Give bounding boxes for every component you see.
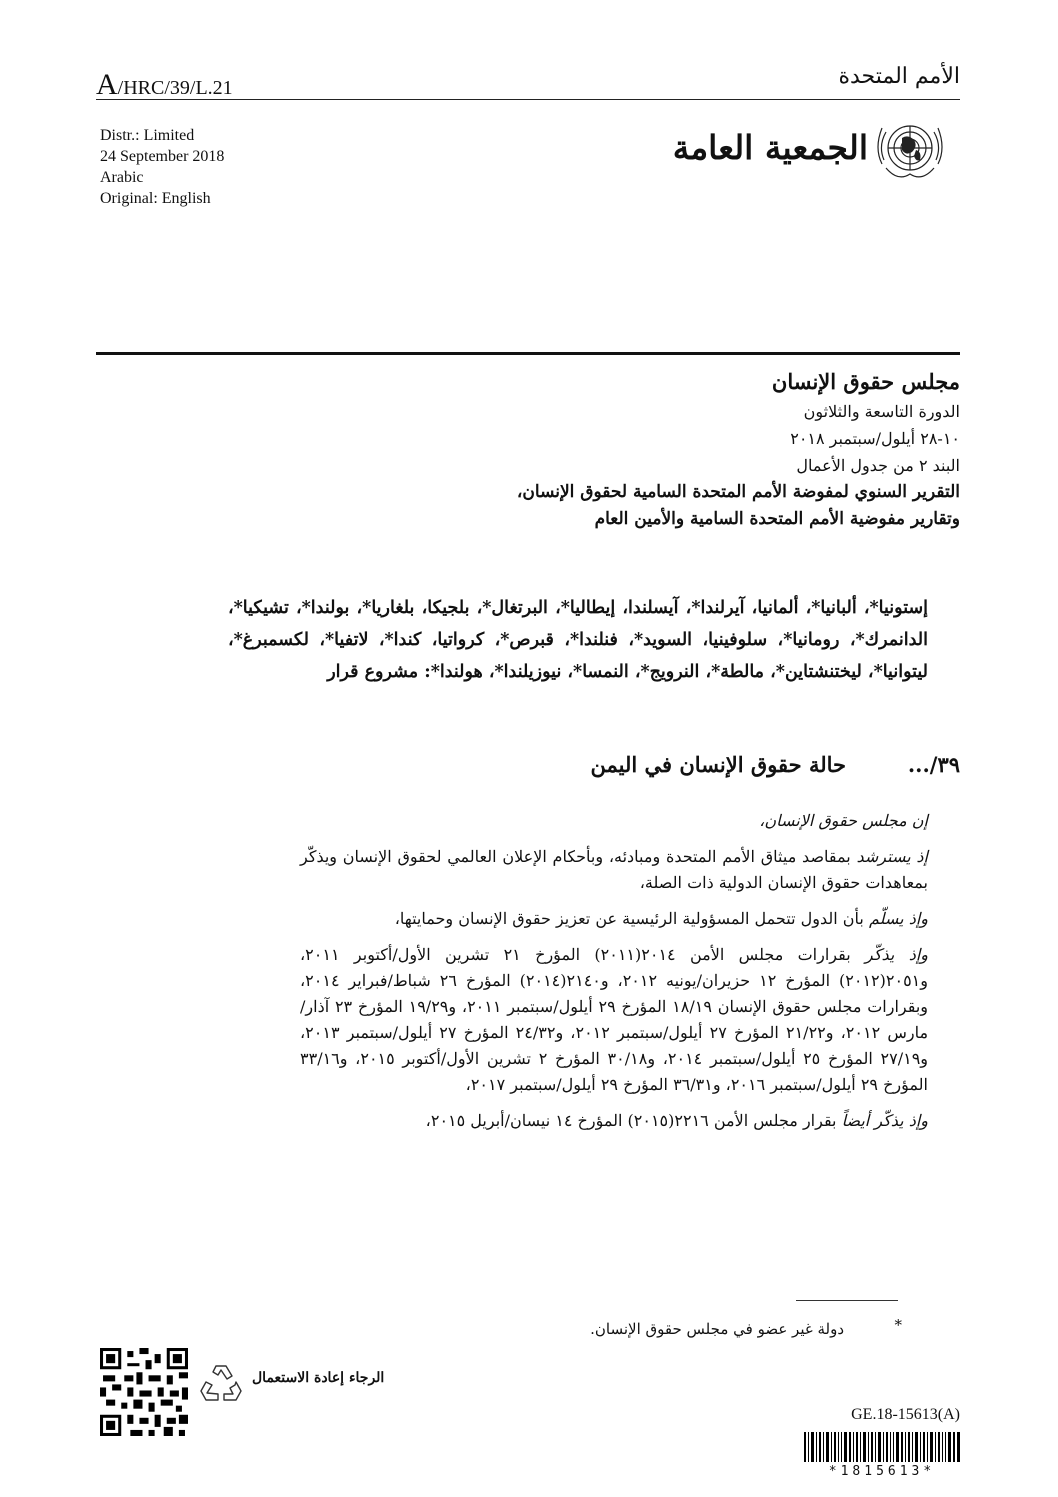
preamble-paragraph	[300, 906, 928, 932]
distribution-line: Original: English	[100, 190, 211, 207]
preamble-paragraph	[300, 808, 928, 834]
organization-name: الأمم المتحدة	[838, 64, 960, 89]
agenda-item: البند ٢ من جدول الأعمال	[796, 456, 960, 475]
resolution-title: حالة حقوق الإنسان في اليمن	[590, 752, 846, 777]
resolution-body	[300, 808, 928, 1144]
paragraph-text: بقرار مجلس الأمن ٢٢١٦(٢٠١٥) المؤرخ ١٤ نيسان/أبريل ٢٠١٥،	[425, 1111, 842, 1130]
report-title-line: وتقارير مفوضية الأمم المتحدة السامية والأمين العام	[594, 509, 960, 529]
symbol-rest: /HRC/39/L.21	[117, 77, 233, 99]
header-rule	[96, 99, 960, 100]
paragraph-lead: وإذ يذكّر	[865, 945, 929, 964]
footnote-text: دولة غير عضو في مجلس حقوق الإنسان.	[590, 1320, 844, 1338]
paragraph-lead: إن مجلس حقوق الإنسان،	[759, 811, 928, 830]
general-assembly-title: الجمعية العامة	[672, 128, 868, 167]
session-dates: ١٠-٢٨ أيلول/سبتمبر ٢٠١٨	[790, 429, 960, 448]
sponsors-list: إستونيا*، ألبانيا*، ألمانيا، آيرلندا*، آيسلندا، إيطاليا*، البرتغال*، بلجيكا، بلغاريا*، بولندا*، تشيكيا*، الدانمرك*، رومانيا*، سلوفينيا، السويد*، فنلندا*، قبرص*، كرواتيا، كندا*، لاتفيا*، لكسمبرغ*، ليتوانيا*، ليختنشتاين*، مالطة*، النرويج*، النمسا*، نيوزيلندا*، هولندا*: مشروع قرار	[228, 598, 928, 682]
paragraph-text: بمقاصد ميثاق الأمم المتحدة ومبادئه، وبأحكام الإعلان العالمي لحقوق الإنسان ويذكّر بمعاهدات حقوق الإنسان الدولية ذات الصلة،	[300, 847, 928, 892]
resolution-number: ٣٩/...	[907, 752, 960, 777]
preamble-paragraph	[300, 942, 928, 1098]
symbol-prefix: A	[96, 68, 118, 101]
session-name: الدورة التاسعة والثلاثون	[803, 402, 960, 421]
barcode-icon	[804, 1432, 960, 1462]
paragraph-lead: إذ يسترشد	[856, 847, 929, 866]
recycle-icon	[196, 1360, 246, 1404]
council-name: مجلس حقوق الإنسان	[771, 369, 960, 394]
document-symbol	[96, 68, 233, 102]
footnote-rule	[796, 1300, 898, 1301]
un-emblem-icon	[872, 110, 948, 186]
section-rule	[96, 352, 960, 355]
footnote-marker: *	[894, 1316, 902, 1334]
preamble-paragraph	[300, 844, 928, 896]
session-block	[200, 366, 960, 533]
report-title-line: التقرير السنوي لمفوضة الأمم المتحدة السامية لحقوق الإنسان،	[516, 482, 960, 502]
qr-code-icon	[100, 1348, 188, 1436]
barcode-text: *1815613*	[828, 1464, 936, 1479]
paragraph-lead: وإذ يذكّر أيضاً	[841, 1111, 928, 1130]
paragraph-text: بقرارات مجلس الأمن ٢٠١٤(٢٠١١) المؤرخ ٢١ تشرين الأول/أكتوبر ٢٠١١، و٢٠٥١(٢٠١٢) المؤرخ ١٢ حزيران/يونيه ٢٠١٢، و٢١٤٠(٢٠١٤) المؤرخ ٢٦ شباط/فبراير ٢٠١٤، وبقرارات مجلس حقوق الإنسان ١٨/١٩ المؤرخ ٢٩ أيلول/سبتمبر ٢٠١١، و١٩/٢٩ المؤرخ ٢٣ آذار/مارس ٢٠١٢، و٢١/٢٢ المؤرخ ٢٧ أيلول/سبتمبر ٢٠١٢، و٢٤/٣٢ المؤرخ ٢٧ أيلول/سبتمبر ٢٠١٣، و٢٧/١٩ المؤرخ ٢٥ أيلول/سبتمبر ٢٠١٤، و٣٠/١٨ المؤرخ ٢ تشرين الأول/أكتوبر ٢٠١٥، و٣٣/١٦ المؤرخ ٢٩ أيلول/سبتمبر ٢٠١٦، و٣٦/٣١ المؤرخ ٢٩ أيلول/سبتمبر ٢٠١٧،	[300, 945, 929, 1094]
document-number: GE.18-15613(A)	[851, 1406, 960, 1423]
recycle-text: الرجاء إعادة الاستعمال	[252, 1370, 385, 1386]
distribution-line: Distr.: Limited	[100, 127, 195, 144]
paragraph-lead: وإذ يسلّم	[868, 909, 928, 928]
preamble-paragraph	[300, 1108, 928, 1134]
distribution-line: 24 September 2018	[100, 148, 225, 165]
paragraph-text: بأن الدول تتحمل المسؤولية الرئيسية عن تعزيز حقوق الإنسان وحمايتها،	[394, 909, 869, 928]
distribution-line: Arabic	[100, 169, 144, 186]
distribution-block	[100, 125, 224, 209]
